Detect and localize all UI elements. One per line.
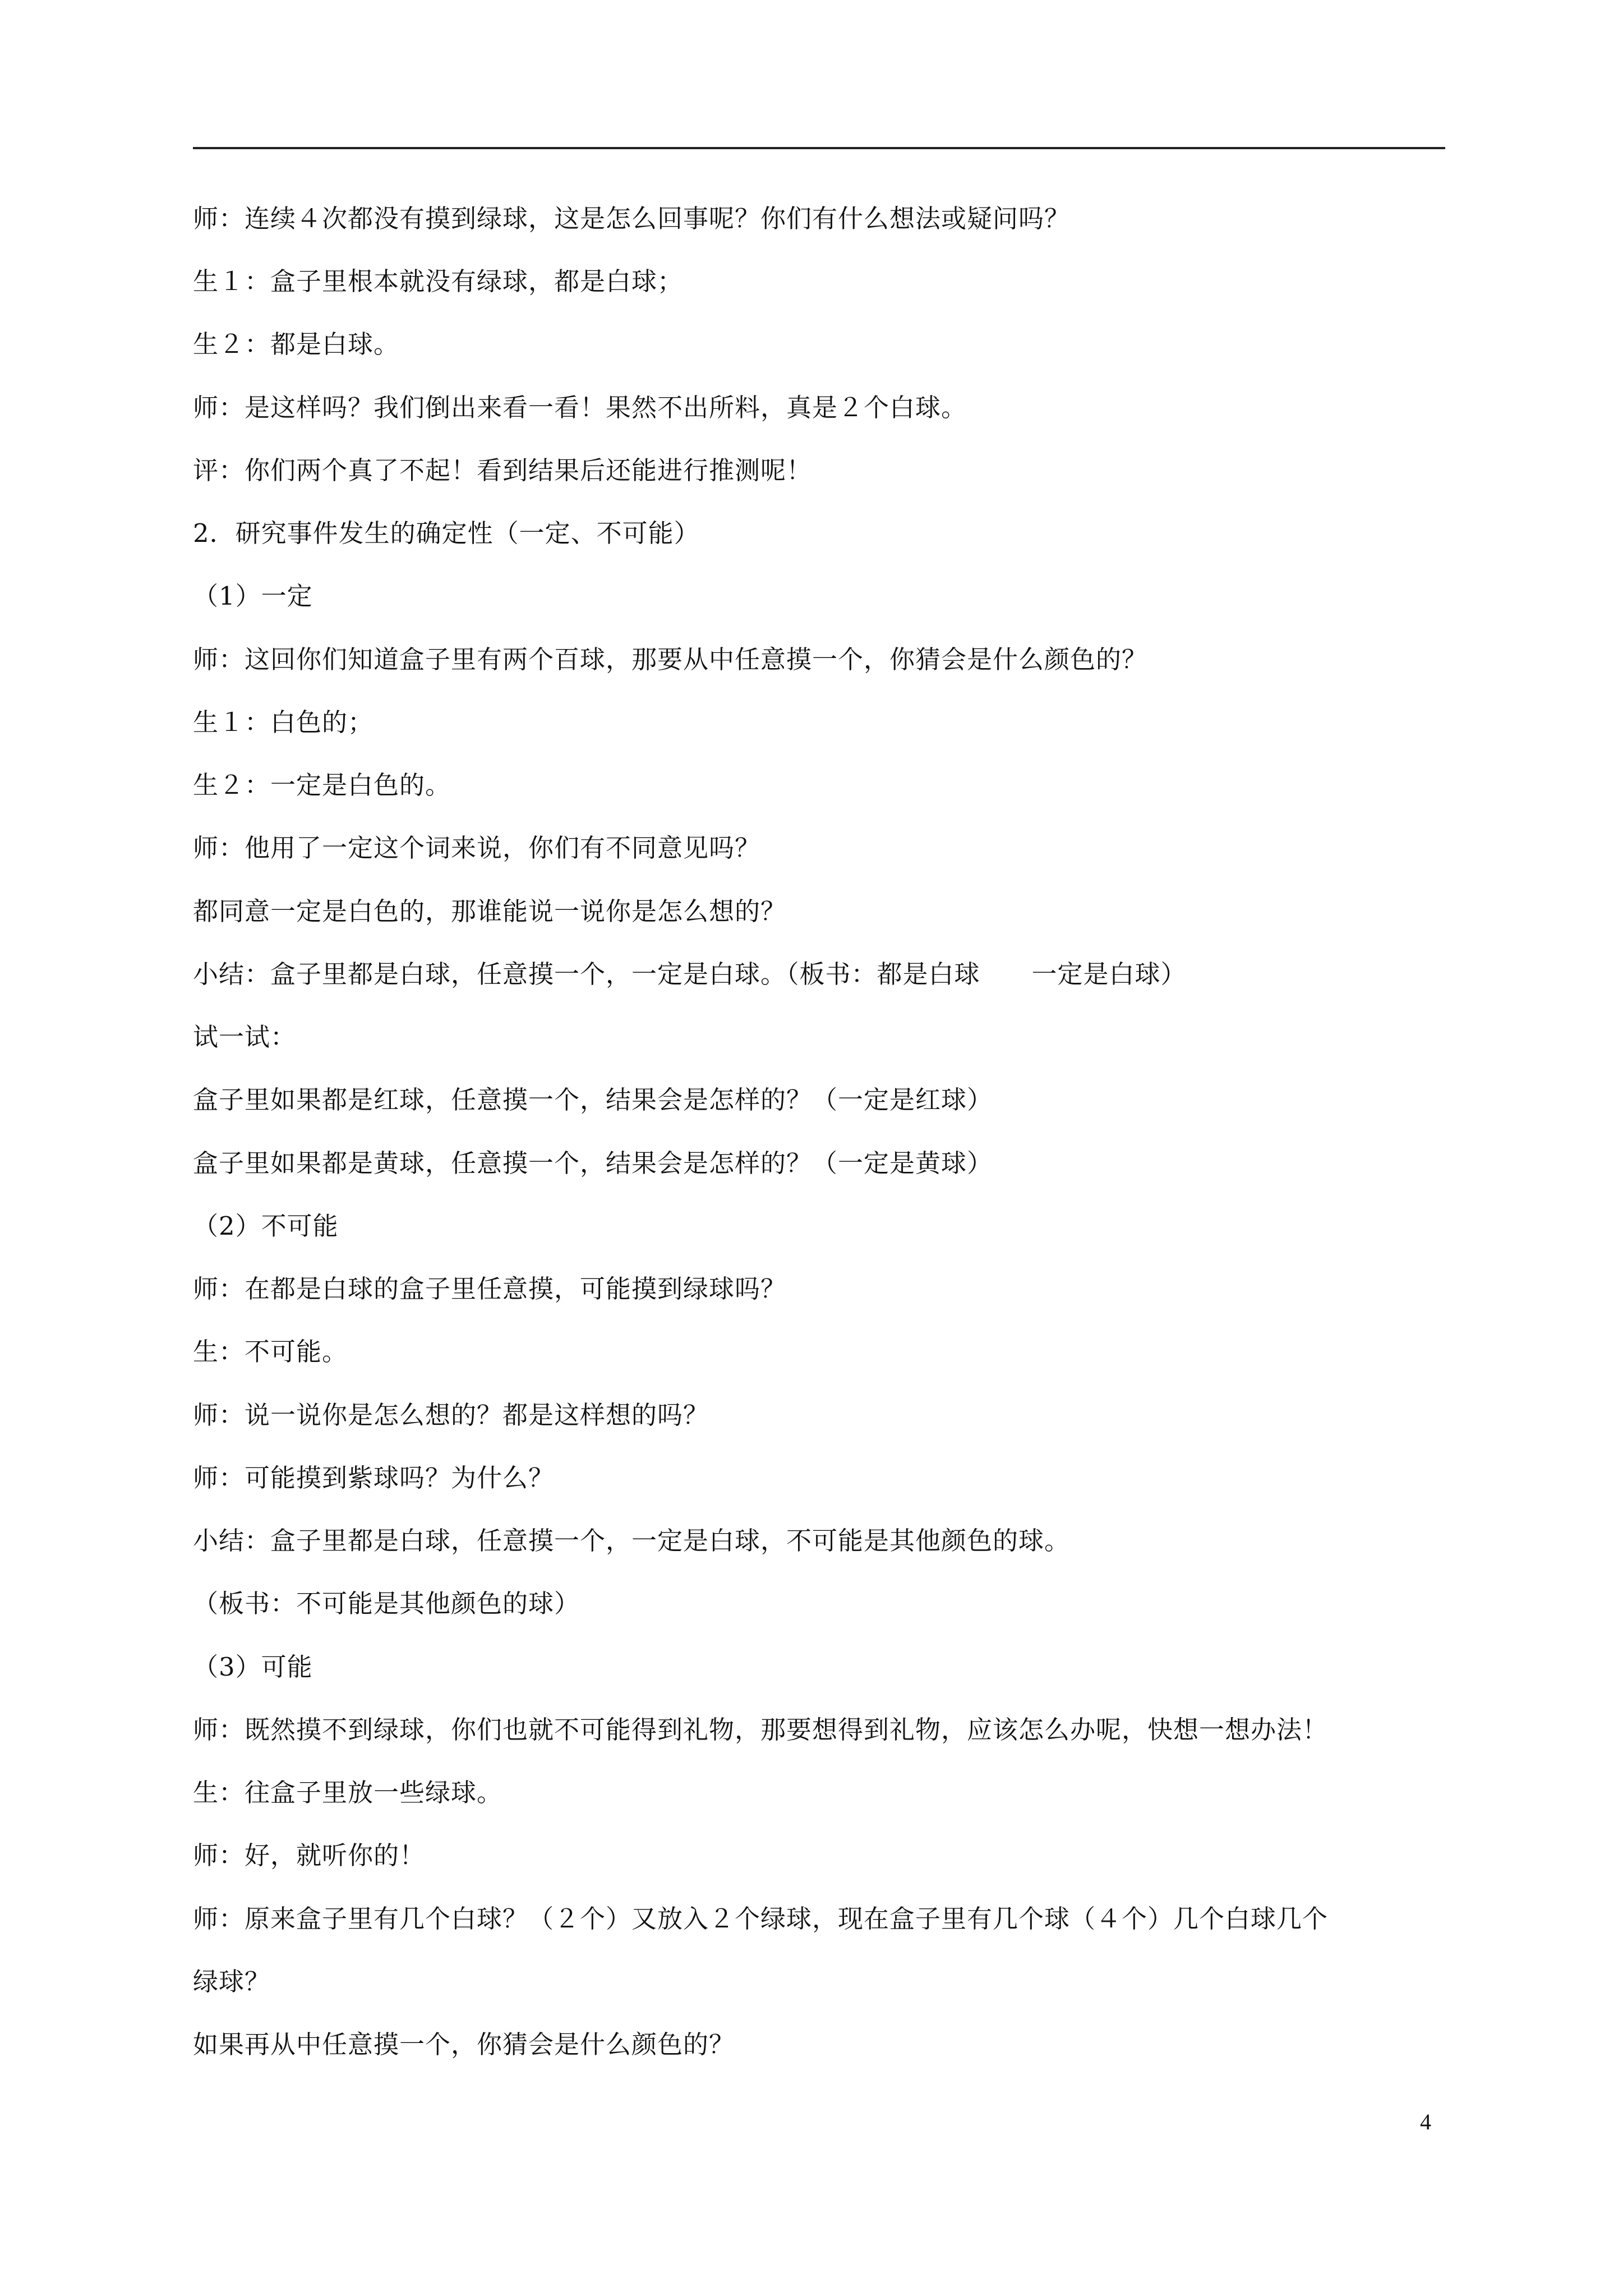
section-heading: 2．研究事件发生的确定性（一定、不可能） bbox=[193, 518, 700, 548]
text-line: 评：你们两个真了不起！看到结果后还能进行推测呢！ bbox=[193, 455, 813, 485]
text-line: 师：是这样吗？我们倒出来看一看！果然不出所料，真是２个白球。 bbox=[193, 393, 967, 422]
text-line: 都同意一定是白色的，那谁能说一说你是怎么想的？ bbox=[193, 896, 787, 926]
subsection-heading: （3）可能 bbox=[193, 1652, 313, 1682]
text-line: 师：这回你们知道盒子里有两个百球，那要从中任意摸一个，你猜会是什么颜色的？ bbox=[193, 645, 1148, 674]
text-line: 盒子里如果都是黄球，任意摸一个，结果会是怎样的？（一定是黄球） bbox=[193, 1148, 993, 1178]
text-line: 生：往盒子里放一些绿球。 bbox=[193, 1778, 503, 1807]
text-line: 师：在都是白球的盒子里任意摸，可能摸到绿球吗？ bbox=[193, 1274, 787, 1304]
text-line: 生２：都是白球。 bbox=[193, 329, 400, 359]
text-line: 师：连续４次都没有摸到绿球，这是怎么回事呢？你们有什么想法或疑问吗？ bbox=[193, 204, 1071, 233]
text-line: 生１：盒子里根本就没有绿球，都是白球； bbox=[193, 266, 684, 296]
text-line: 如果再从中任意摸一个，你猜会是什么颜色的？ bbox=[193, 2030, 735, 2059]
text-line: 生：不可能。 bbox=[193, 1337, 348, 1366]
text-line: 师：可能摸到紫球吗？为什么？ bbox=[193, 1463, 555, 1493]
text-line: 生２：一定是白色的。 bbox=[193, 770, 451, 800]
subsection-heading: （1）一定 bbox=[193, 581, 313, 611]
text-line: 师：说一说你是怎么想的？都是这样想的吗？ bbox=[193, 1400, 709, 1430]
text-line: 生１：白色的； bbox=[193, 707, 374, 737]
text-line: 试一试： bbox=[193, 1022, 297, 1052]
text-line: （板书：不可能是其他颜色的球） bbox=[193, 1589, 580, 1618]
text-line: 绿球？ bbox=[193, 1967, 271, 1996]
header-rule bbox=[193, 147, 1445, 149]
text-line: 小结：盒子里都是白球，任意摸一个，一定是白球，不可能是其他颜色的球。 bbox=[193, 1526, 1071, 1556]
text-line: 盒子里如果都是红球，任意摸一个，结果会是怎样的？（一定是红球） bbox=[193, 1085, 993, 1115]
subsection-heading: （2）不可能 bbox=[193, 1211, 339, 1241]
text-line: 师：好，就听你的！ bbox=[193, 1841, 426, 1870]
text-line: 师：原来盒子里有几个白球？（２个）又放入２个绿球，现在盒子里有几个球（４个）几个白球几个 bbox=[193, 1904, 1329, 1934]
text-line: 师：既然摸不到绿球，你们也就不可能得到礼物，那要想得到礼物，应该怎么办呢，快想一想办法！ bbox=[193, 1715, 1329, 1745]
text-line: 小结：盒子里都是白球，任意摸一个，一定是白球。（板书：都是白球 一定是白球） bbox=[193, 959, 1187, 989]
text-line: 师：他用了一定这个词来说，你们有不同意见吗？ bbox=[193, 833, 761, 863]
page-number: 4 bbox=[1420, 2109, 1431, 2134]
